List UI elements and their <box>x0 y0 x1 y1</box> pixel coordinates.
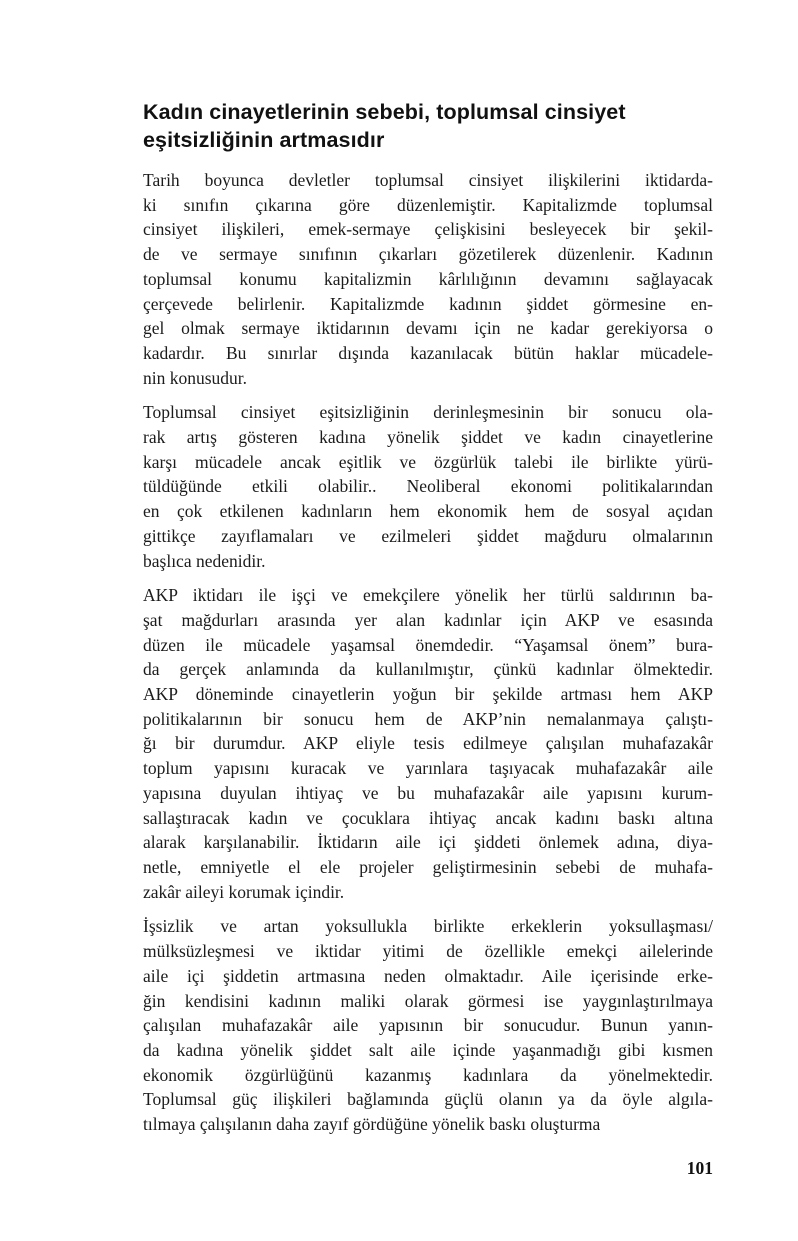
paragraph <box>143 400 713 573</box>
text-line: da kadına yönelik şiddet salt aile içinde yaşanmadığı gibi kısmen <box>143 1039 713 1060</box>
text-line: yapısına duyulan ihtiyaç ve bu muhafazakâr aile yapısını kurum- <box>143 782 713 803</box>
text-line: aile içi şiddetin artmasına neden olmaktadır. Aile içerisinde erke- <box>143 965 713 986</box>
text-line: alarak karşılanabilir. İktidarın aile içi şiddeti önlemek adına, diya- <box>143 832 713 853</box>
text-line: sallaştıracak kadın ve çocuklara ihtiyaç ancak kadını baskı altına <box>143 807 713 828</box>
text-line: de ve sermaye sınıfının çıkarları gözetilerek düzenlenir. Kadının <box>143 244 713 265</box>
text-line: toplumsal konumu kapitalizmin kârlılığının devamını sağlayacak <box>143 268 713 289</box>
text-line: rak artış gösteren kadına yönelik şiddet ve kadın cinayetlerine <box>143 427 713 448</box>
text-line: mülksüzleşmesi ve iktidar yitimi de özellikle emekçi ailelerinde <box>143 941 713 962</box>
text-line: çalışılan muhafazakâr aile yapısının bir sonucudur. Bunun yanın- <box>143 1015 713 1036</box>
text-line: ekonomik özgürlüğünü kazanmış kadınlara da yönelmektedir. <box>143 1064 713 1085</box>
body-text <box>143 168 713 1137</box>
text-line: İşsizlik ve artan yoksullukla birlikte erkeklerin yoksullaşması/ <box>143 916 713 937</box>
text-line: cinsiyet ilişkileri, emek-sermaye çelişkisini besleyecek bir şekil- <box>143 219 713 240</box>
text-line: Toplumsal güç ilişkileri bağlamında güçlü olanın ya da öyle algıla- <box>143 1089 713 1110</box>
text-line: tılmaya çalışılanın daha zayıf gördüğüne yönelik baskı oluşturma <box>143 1114 601 1135</box>
text-line: politikalarının bir sonucu hem de AKP’nin nemalanmaya çalıştı- <box>143 708 713 729</box>
text-line: karşı mücadele ancak eşitlik ve özgürlük talebi ile birlikte yürü- <box>143 451 713 472</box>
text-line: şat mağdurları arasında yer alan kadınlar için AKP ve esasında <box>143 609 713 630</box>
page-content <box>143 98 713 1137</box>
text-line: Tarih boyunca devletler toplumsal cinsiyet ilişkilerini iktidarda- <box>143 170 713 190</box>
text-line: Toplumsal cinsiyet eşitsizliğinin derinleşmesinin bir sonucu ola- <box>143 402 713 423</box>
text-line: AKP iktidarı ile işçi ve emekçilere yönelik her türlü saldırının ba- <box>143 585 713 606</box>
text-line: da gerçek anlamında da kullanılmıştır, çünkü kadınlar ölmektedir. <box>143 659 713 680</box>
text-line: gel olmak sermaye iktidarının devamı için ne kadar gerekiyorsa o <box>143 318 713 339</box>
paragraph <box>143 914 713 1136</box>
text-line: başlıca nedenidir. <box>143 550 266 571</box>
paragraph <box>143 168 713 390</box>
text-line: AKP döneminde cinayetlerin yoğun bir şekilde artması hem AKP <box>143 684 713 705</box>
paragraph <box>143 583 713 904</box>
page-number: 101 <box>686 1158 713 1178</box>
text-line: gittikçe zayıflamaları ve ezilmeleri şiddet mağduru olmalarının <box>143 525 713 546</box>
text-line: ğı bir durumdur. AKP eliyle tesis edilmeye çalışılan muhafazakâr <box>143 733 713 754</box>
text-line: ğin kendisini kadının maliki olarak görmesi ise yaygınlaştırılmaya <box>143 990 713 1011</box>
text-line: ki sınıfın çıkarına göre düzenlemiştir. Kapitalizmde toplumsal <box>143 194 713 215</box>
heading-line: eşitsizliğinin artmasıdır <box>143 128 385 152</box>
text-line: düzen ile mücadele yaşamsal önemdedir. “Yaşamsal önem” bura- <box>143 634 713 655</box>
text-line: toplum yapısını kuracak ve yarınlara taşıyacak muhafazakâr aile <box>143 758 713 779</box>
text-line: netle, emniyetle el ele projeler geliştirmesinin sebebi de muhafa- <box>143 856 713 877</box>
page-title <box>143 98 713 154</box>
text-line: kadardır. Bu sınırlar dışında kazanılacak bütün haklar mücadele- <box>143 342 713 363</box>
heading-line: Kadın cinayetlerinin sebebi, toplumsal cinsiyet <box>143 100 626 124</box>
text-line: tüldüğünde etkili olabilir.. Neoliberal ekonomi politikalarından <box>143 476 713 497</box>
text-line: zakâr aileyi korumak içindir. <box>143 881 345 902</box>
text-line: nin konusudur. <box>143 367 248 388</box>
text-line: çerçevede belirlenir. Kapitalizmde kadının şiddet görmesine en- <box>143 293 713 314</box>
text-line: en çok etkilenen kadınların hem ekonomik hem de sosyal açıdan <box>143 501 713 522</box>
